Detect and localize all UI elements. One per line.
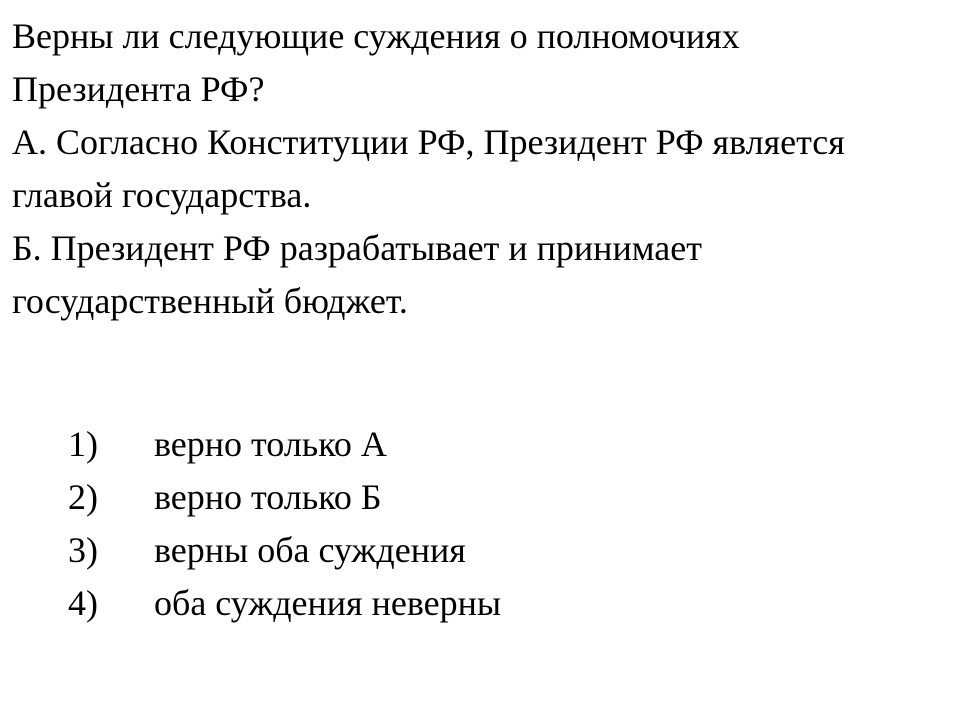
option-text: верно только А <box>154 424 387 464</box>
answer-option-1[interactable] <box>68 418 501 471</box>
option-text: верно только Б <box>154 477 382 517</box>
option-number: 1) <box>68 424 98 464</box>
question-block <box>12 10 948 328</box>
question-prompt: Верны ли следующие суждения о полномочиях Президента РФ? <box>12 16 740 109</box>
answer-options <box>68 418 501 630</box>
option-text: оба суждения неверны <box>154 583 502 623</box>
statement-b: Б. Президент РФ разрабатывает и принимает государственный бюджет. <box>12 228 702 321</box>
option-number: 2) <box>68 477 98 517</box>
answer-option-3[interactable] <box>68 524 501 577</box>
option-text: верны оба суждения <box>154 530 466 570</box>
option-number: 3) <box>68 530 98 570</box>
option-number: 4) <box>68 583 98 623</box>
statement-a: А. Согласно Конституции РФ, Президент РФ является главой государства. <box>12 122 845 215</box>
answer-option-4[interactable] <box>68 577 501 630</box>
answer-option-2[interactable] <box>68 471 501 524</box>
